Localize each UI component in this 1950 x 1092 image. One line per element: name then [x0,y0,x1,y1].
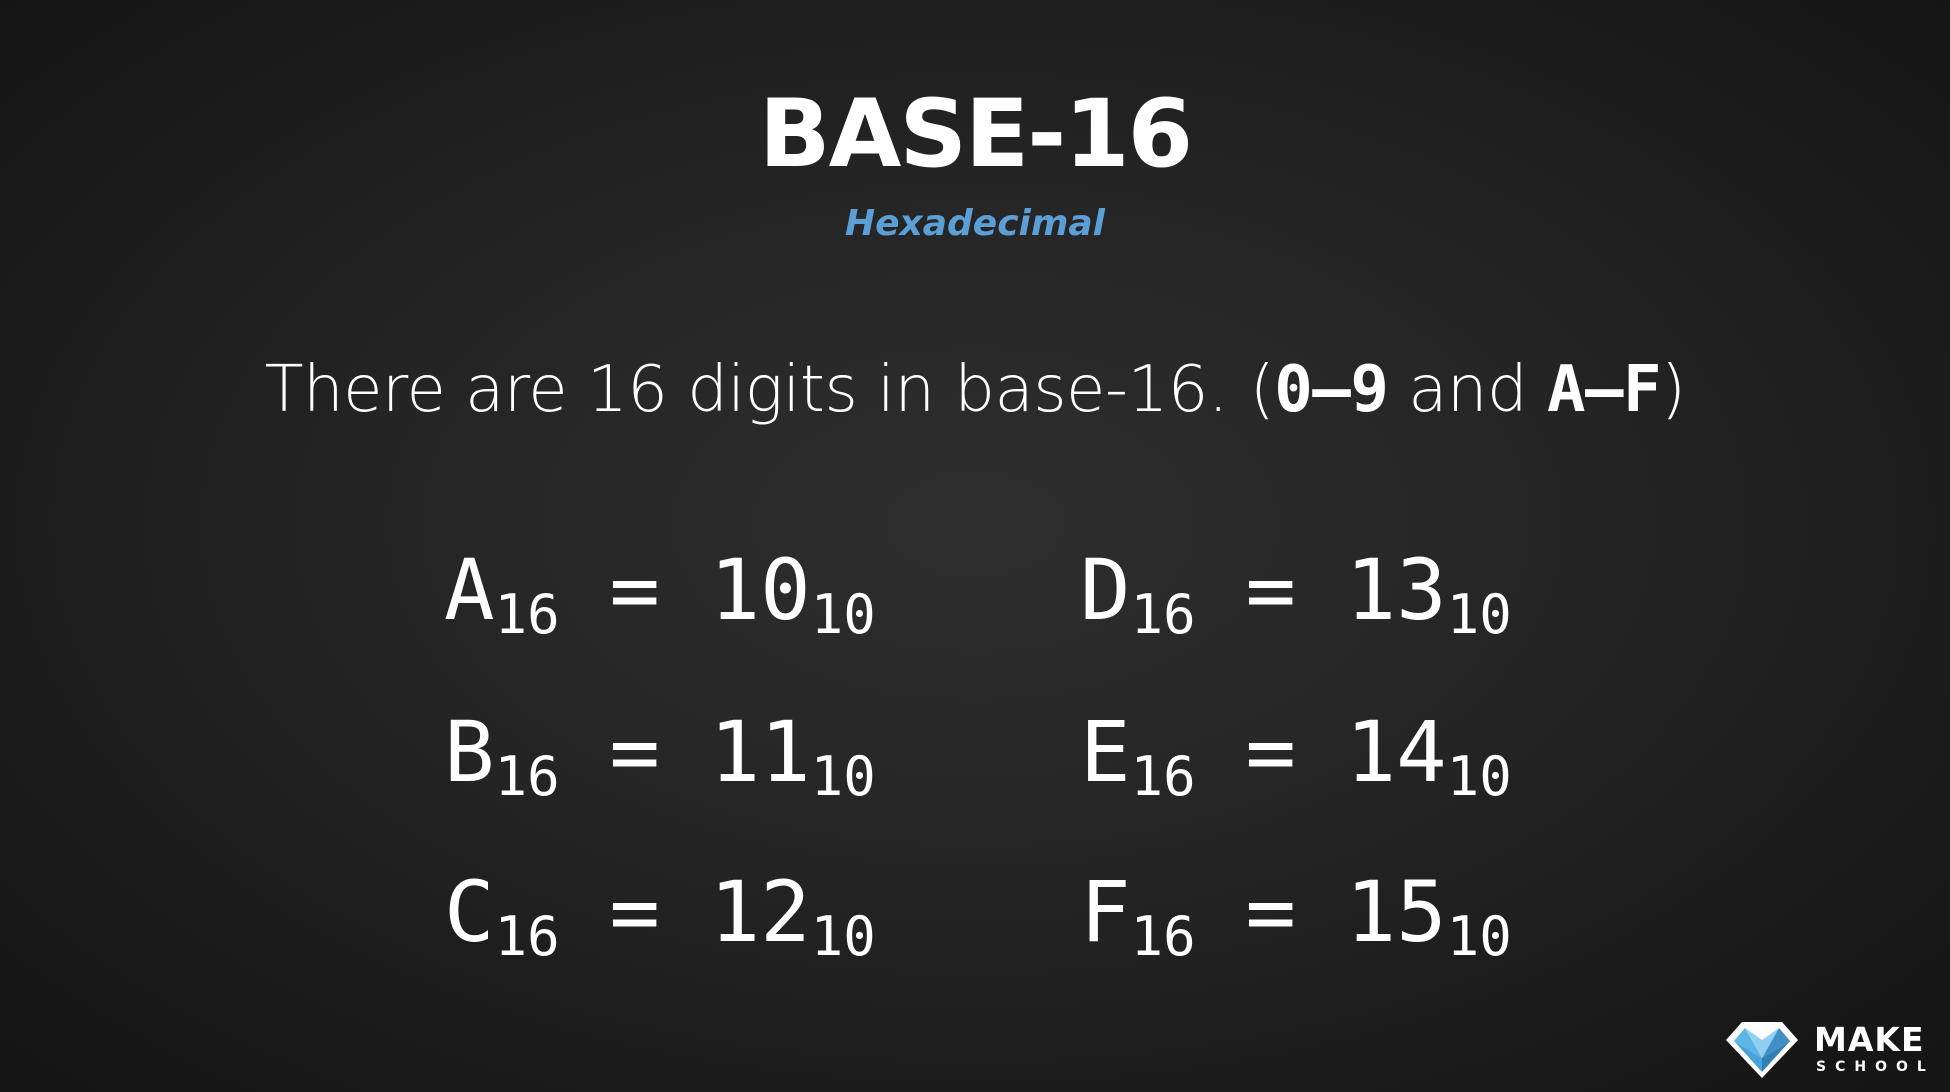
decimal-value: 10 [709,541,811,639]
equals-sign: = [1245,703,1296,801]
make-school-logo-icon [1722,1018,1802,1082]
open-paren: ( [1249,353,1275,427]
decimal-value: 12 [709,863,811,961]
equation-c [444,863,876,968]
hex-base: 16 [1130,583,1196,646]
slide-title: BASE-16 [758,80,1192,189]
decimal-value: 11 [709,703,811,801]
equals-sign: = [1245,541,1296,639]
close-paren: ) [1661,353,1686,427]
digits-statement [0,353,1950,427]
equation-a [444,541,876,646]
logo-school-text: SCHOOL [1816,1059,1935,1075]
decimal-value: 15 [1345,863,1447,961]
equation-d [1080,541,1512,646]
digits-range: 0–9 [1274,353,1389,427]
hex-base: 16 [494,583,560,646]
and-text: and [1408,353,1528,427]
decimal-value: 14 [1345,703,1447,801]
hex-base: 16 [1130,905,1196,968]
decimal-base: 10 [810,583,876,646]
decimal-base: 10 [1446,745,1512,808]
decimal-value: 13 [1345,541,1447,639]
equation-b [444,703,876,808]
letters-range: A–F [1546,353,1662,427]
hex-digit: D [1080,541,1131,639]
hex-digit: B [444,703,495,801]
equals-sign: = [609,863,660,961]
hex-digit: E [1080,703,1131,801]
decimal-base: 10 [1446,583,1512,646]
slide-subtitle: Hexadecimal [844,203,1106,244]
hex-base: 16 [1130,745,1196,808]
decimal-base: 10 [810,745,876,808]
equals-sign: = [609,541,660,639]
equals-sign: = [1245,863,1296,961]
equals-sign: = [609,703,660,801]
hex-digit: C [444,863,495,961]
decimal-base: 10 [810,905,876,968]
hex-base: 16 [494,745,560,808]
hex-base: 16 [494,905,560,968]
logo-make-text: MAKE [1814,1020,1925,1059]
equation-f [1080,863,1512,968]
hex-digit: F [1080,863,1131,961]
statement-text: There are 16 digits in base-16. [264,353,1228,427]
hex-digit: A [444,541,495,639]
equation-e [1080,703,1512,808]
decimal-base: 10 [1446,905,1512,968]
make-school-logo [1722,1018,1935,1082]
